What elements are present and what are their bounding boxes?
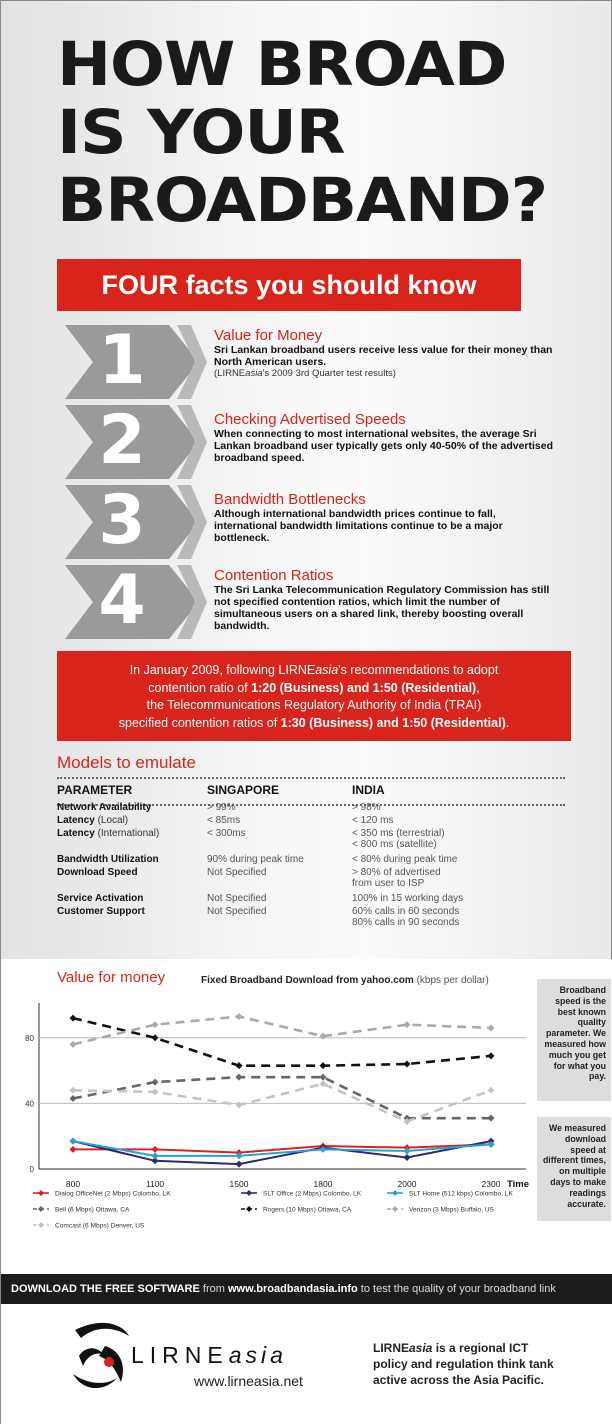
parameter-cell: Latency (International) <box>57 828 160 839</box>
data-point <box>488 1115 495 1122</box>
data-point <box>70 1087 77 1094</box>
data-point <box>70 1095 77 1102</box>
data-point <box>152 1088 159 1095</box>
data-point <box>404 1154 411 1161</box>
fact-body: Although international bandwidth prices continue to fall, international bandwidth limitations continue to be a major bottleneck. <box>214 508 503 544</box>
table-row <box>57 868 565 894</box>
data-point <box>152 1034 159 1041</box>
logo-wordmark: LIRNEasia <box>131 1342 287 1368</box>
lirneasia-logo-icon <box>69 1316 139 1396</box>
singapore-cell: > 99% <box>207 802 236 813</box>
download-link[interactable]: www.broadbandasia.info <box>227 1283 358 1295</box>
singapore-cell: < 85ms <box>207 815 241 826</box>
legend-label: Bell (6 Mbps) Ottawa, CA <box>55 1206 130 1214</box>
x-tick-label: 2000 <box>397 1179 417 1189</box>
data-point <box>70 1041 77 1048</box>
chart-title: Value for money <box>57 969 166 986</box>
table-row <box>57 829 565 855</box>
fact-number: 2 <box>98 401 146 480</box>
parameter-cell: Latency (Local) <box>57 815 129 826</box>
series-line <box>73 1016 491 1044</box>
fact-1 <box>57 321 553 400</box>
data-point <box>488 1087 495 1094</box>
legend-marker <box>392 1190 398 1196</box>
singapore-cell: < 300ms <box>207 828 246 839</box>
legend-marker <box>38 1206 44 1212</box>
fact-4 <box>57 561 550 640</box>
fact-title: Contention Ratios <box>214 567 334 584</box>
parameter-cell: Customer Support <box>57 906 145 917</box>
trai-callout: In January 2009, following LIRNEasia's recommendations to adopt contention ratio of 1:20 (Business) and 1:50 (Residential), the Telecommunications Regulatory Authority of India (TRAI) specified contention ratios of 1:30 (Business) and 1:50 (Residential). <box>57 651 571 741</box>
data-point <box>320 1062 327 1069</box>
legend-label: SLT Home (512 kbps) Colombo, LK <box>409 1190 513 1198</box>
legend-label: Rogers (10 Mbps) Ottawa, CA <box>263 1206 352 1214</box>
fact-number: 1 <box>98 321 146 400</box>
divider <box>57 777 565 779</box>
legend-label: Comcast (6 Mbps) Denver, US <box>55 1222 145 1230</box>
y-tick-label: 80 <box>25 1033 34 1043</box>
india-cell: < 120 ms <box>352 815 394 826</box>
data-point <box>236 1013 243 1020</box>
table-row <box>57 907 565 933</box>
legend-marker <box>392 1206 398 1212</box>
y-tick-label: 0 <box>29 1165 34 1174</box>
download-banner: DOWNLOAD THE FREE SOFTWARE from www.broadbandasia.info to test the quality of your broadband link <box>1 1274 612 1304</box>
parameter-cell: Service Activation <box>57 893 144 904</box>
singapore-cell: Not Specified <box>207 867 267 878</box>
series-line <box>73 1084 491 1122</box>
data-point <box>236 1102 243 1109</box>
data-point <box>236 1074 243 1081</box>
data-point <box>404 1021 411 1028</box>
y-tick-label: 40 <box>25 1099 34 1109</box>
models-title: Models to emulate <box>57 753 196 772</box>
legend-marker <box>246 1190 252 1196</box>
legend-marker <box>38 1222 44 1228</box>
x-axis-label: Time <box>507 1179 530 1190</box>
data-point <box>70 1146 77 1153</box>
chart-subtitle: Fixed Broadband Download from yahoo.com (kbps per dollar) <box>201 975 489 986</box>
legend-label: SLT Office (2 Mbps) Colombo, LK <box>263 1190 362 1198</box>
models-table <box>57 783 565 933</box>
x-tick-label: 1500 <box>229 1179 249 1189</box>
footer <box>1 1304 612 1425</box>
x-tick-label: 1800 <box>313 1179 333 1189</box>
data-point <box>320 1033 327 1040</box>
x-tick-label: 800 <box>65 1179 81 1189</box>
fact-3 <box>57 481 547 560</box>
india-cell: < 350 ms (terrestrial) < 800 ms (satellite) <box>352 828 445 850</box>
india-cell: > 98% <box>352 802 381 813</box>
data-point <box>152 1152 159 1159</box>
india-cell: 60% calls in 60 seconds 80% calls in 90 seconds <box>352 906 460 928</box>
data-point <box>236 1161 243 1168</box>
fact-body: The Sri Lanka Telecommunication Regulatory Commission has still not specified contention ratios, which limit the number of simultaneous users on a shared link, thereby boosting overall bandwidth. <box>214 584 550 632</box>
fact-title: Checking Advertised Speeds <box>214 411 406 428</box>
fact-title: Bandwidth Bottlenecks <box>214 491 366 508</box>
singapore-cell: Not Specified <box>207 906 267 917</box>
legend-label: Dialog OfficeNet (2 Mbps) Colombo, LK <box>55 1190 171 1198</box>
about-text: LIRNEasia is a regional ICT policy and regulation think tank active across the Asia Pacific. <box>373 1341 554 1387</box>
table-row <box>57 803 565 816</box>
value-chart-panel <box>1 959 612 1274</box>
page-title: HOW BROAD IS YOUR BROADBAND? <box>57 29 548 236</box>
fact-number: 4 <box>98 561 146 640</box>
side-note-2: We measured download speed at different times, on multiple days to make readings accurate. <box>537 1117 611 1221</box>
table-header-row: PARAMETER SINGAPORE INDIA <box>57 783 385 797</box>
singapore-cell: Not Specified <box>207 893 267 904</box>
india-cell: < 80% during peak time <box>352 854 458 865</box>
fact-body: Sri Lankan broadband users receive less value for their money than North American users. <box>214 344 553 368</box>
parameter-cell: Download Speed <box>57 867 138 878</box>
legend-marker <box>38 1190 44 1196</box>
website-link[interactable]: www.lirneasia.net <box>194 1373 303 1389</box>
fact-title: Value for Money <box>214 327 323 344</box>
side-note-1: Broadband speed is the best known quality parameter. We measured how much you get for what you pay. <box>537 979 611 1101</box>
data-point <box>70 1015 77 1022</box>
parameter-cell: Network Availability <box>57 802 152 813</box>
data-point <box>404 1061 411 1068</box>
india-cell: > 80% of advertised from user to ISP <box>352 867 441 889</box>
data-point <box>152 1021 159 1028</box>
series-line <box>73 1077 491 1118</box>
fact-number: 3 <box>98 481 146 560</box>
data-point <box>488 1052 495 1059</box>
data-point <box>488 1024 495 1031</box>
legend-marker <box>246 1206 252 1212</box>
line-chart <box>1 959 612 1274</box>
data-point <box>70 1138 77 1145</box>
data-point <box>152 1146 159 1153</box>
data-point <box>236 1062 243 1069</box>
parameter-cell: Bandwidth Utilization <box>57 854 159 865</box>
fact-body: When connecting to most international websites, the average Sri Lankan broadband user typically gets only 40-50% of the advertised broadband speed. <box>214 428 554 464</box>
india-cell: 100% in 15 working days <box>352 893 464 904</box>
x-tick-label: 2300 <box>481 1179 501 1189</box>
legend-label: Verizon (3 Mbps) Buffalo, US <box>409 1206 494 1214</box>
fact-2 <box>57 401 554 480</box>
singapore-cell: 90% during peak time <box>207 854 304 865</box>
facts-banner: FOUR facts you should know <box>57 259 521 311</box>
fact-note: (LIRNEasia's 2009 3rd Quarter test results) <box>214 368 396 379</box>
data-point <box>152 1079 159 1086</box>
x-tick-label: 1100 <box>145 1179 165 1189</box>
